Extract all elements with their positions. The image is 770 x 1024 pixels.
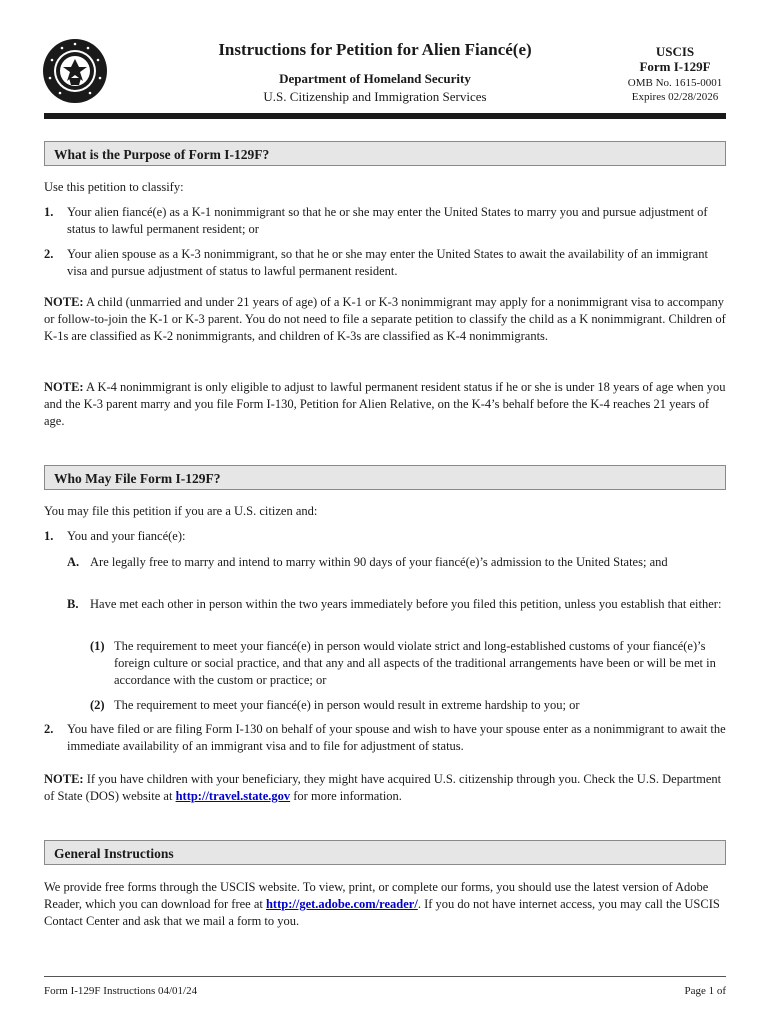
sub-sub-item: The requirement to meet your fiancé(e) in person would violate strict and long-established customs of your fiancé(e)’s foreign culture or social practice, and that any and all aspects of the traditional arrangements have been or will be met in accordance with the custom or practice; or xyxy=(114,639,716,687)
note-label: NOTE: xyxy=(44,772,84,786)
list-number: 1. xyxy=(44,205,54,219)
sub-sub-item-label: (2) xyxy=(90,698,105,712)
expiration-date: Expires 02/28/2026 xyxy=(631,91,719,103)
sub-sub-item-label: (1) xyxy=(90,639,105,653)
note-text: A child (unmarried and under 21 years of age) of a K-1 or K-3 nonimmigrant may apply for a nonimmigrant visa to accompany or follow-to-join the K-1 or K-3 parent. You do not need to file a separate petition to classify the child as a K nonimmigrant. Children of K-1s are classified as K-2 nonimmigrants, and children of K-3s are classified as K-4 nonimmigrants. xyxy=(44,295,726,343)
list-item: Your alien spouse as a K-3 nonimmigrant, so that he or she may enter the United States to await the availability of an immigrant visa and pursue adjustment of status to lawful permanent resident. xyxy=(67,247,708,278)
list-number: 2. xyxy=(44,247,54,261)
travel-state-gov-link[interactable]: http://travel.state.gov xyxy=(175,789,291,803)
agency-name: U.S. Citizenship and Immigration Services xyxy=(263,89,487,104)
section-heading-general-instructions: General Instructions xyxy=(44,840,726,865)
note-text: A K-4 nonimmigrant is only eligible to adjust to lawful permanent resident status if he or she is under 18 years of age when you and the K-3 parent marry and you file Form I-130, Petition for Alien Relative, on the K-4’s behalf before the K-4 reaches 21 years of age. xyxy=(44,380,726,428)
note-k-children xyxy=(44,294,726,345)
sub-item: Are legally free to marry and intend to marry within 90 days of your fiancé(e)’s admission to the United States; and xyxy=(90,555,668,569)
sub-item-label: A. xyxy=(67,555,80,569)
dhs-seal xyxy=(42,38,108,104)
form-number: Form I-129F xyxy=(639,59,711,74)
note-text: If you have children with your beneficiary, they might have acquired U.S. citizenship through you. Check the U.S. Department of State (DOS) website at xyxy=(44,772,722,803)
paragraph-text: . If you do not have internet access, you may call the USCIS Contact Center and ask that we mail a form to you. xyxy=(44,897,720,928)
footer-page-number: Page 1 of xyxy=(684,985,726,997)
footer-divider xyxy=(44,976,726,977)
list-item: Your alien fiancé(e) as a K-1 nonimmigrant so that he or she may enter the United States to marry you and pursue adjustment of status to lawful permanent resident; or xyxy=(67,205,708,236)
section-heading-purpose: What is the Purpose of Form I-129F? xyxy=(44,141,726,166)
note-text: for more information. xyxy=(293,789,402,803)
purpose-intro: Use this petition to classify: xyxy=(44,180,184,194)
footer-form-id: Form I-129F Instructions 04/01/24 xyxy=(44,985,198,997)
sub-sub-item: The requirement to meet your fiancé(e) in person would result in extreme hardship to you; or xyxy=(114,698,580,712)
omb-number: OMB No. 1615-0001 xyxy=(627,77,723,89)
list-number: 2. xyxy=(44,722,54,736)
list-number: 1. xyxy=(44,529,54,543)
list-item: You and your fiancé(e): xyxy=(67,529,186,543)
sub-item: Have met each other in person within the two years immediately before you filed this petition, unless you establish that either: xyxy=(90,597,722,611)
section-heading-who-may-file: Who May File Form I-129F? xyxy=(44,465,726,490)
note-label: NOTE: xyxy=(44,380,84,394)
sub-item-label: B. xyxy=(67,597,79,611)
header-divider xyxy=(44,113,726,119)
paragraph-text: We provide free forms through the USCIS website. To view, print, or complete our forms, you should use the latest version of Adobe Reader, which you can download for free at xyxy=(44,880,709,911)
uscis-label: USCIS xyxy=(655,44,695,59)
note-label: NOTE: xyxy=(44,295,84,309)
who-may-file-intro: You may file this petition if you are a U.S. citizen and: xyxy=(44,504,318,518)
adobe-reader-link[interactable]: http://get.adobe.com/reader/ xyxy=(265,897,418,911)
general-instructions-text xyxy=(44,879,726,930)
note-citizenship xyxy=(44,771,726,805)
page-title: Instructions for Petition for Alien Fiancé(e) xyxy=(218,40,532,59)
list-item: You have filed or are filing Form I-130 on behalf of your spouse and wish to have your spouse enter as a nonimmigrant to await the immediate availability of an immigrant visa and to file for adjustment of status. xyxy=(67,722,726,753)
department-name: Department of Homeland Security xyxy=(279,71,471,86)
note-k4-eligibility xyxy=(44,379,726,430)
